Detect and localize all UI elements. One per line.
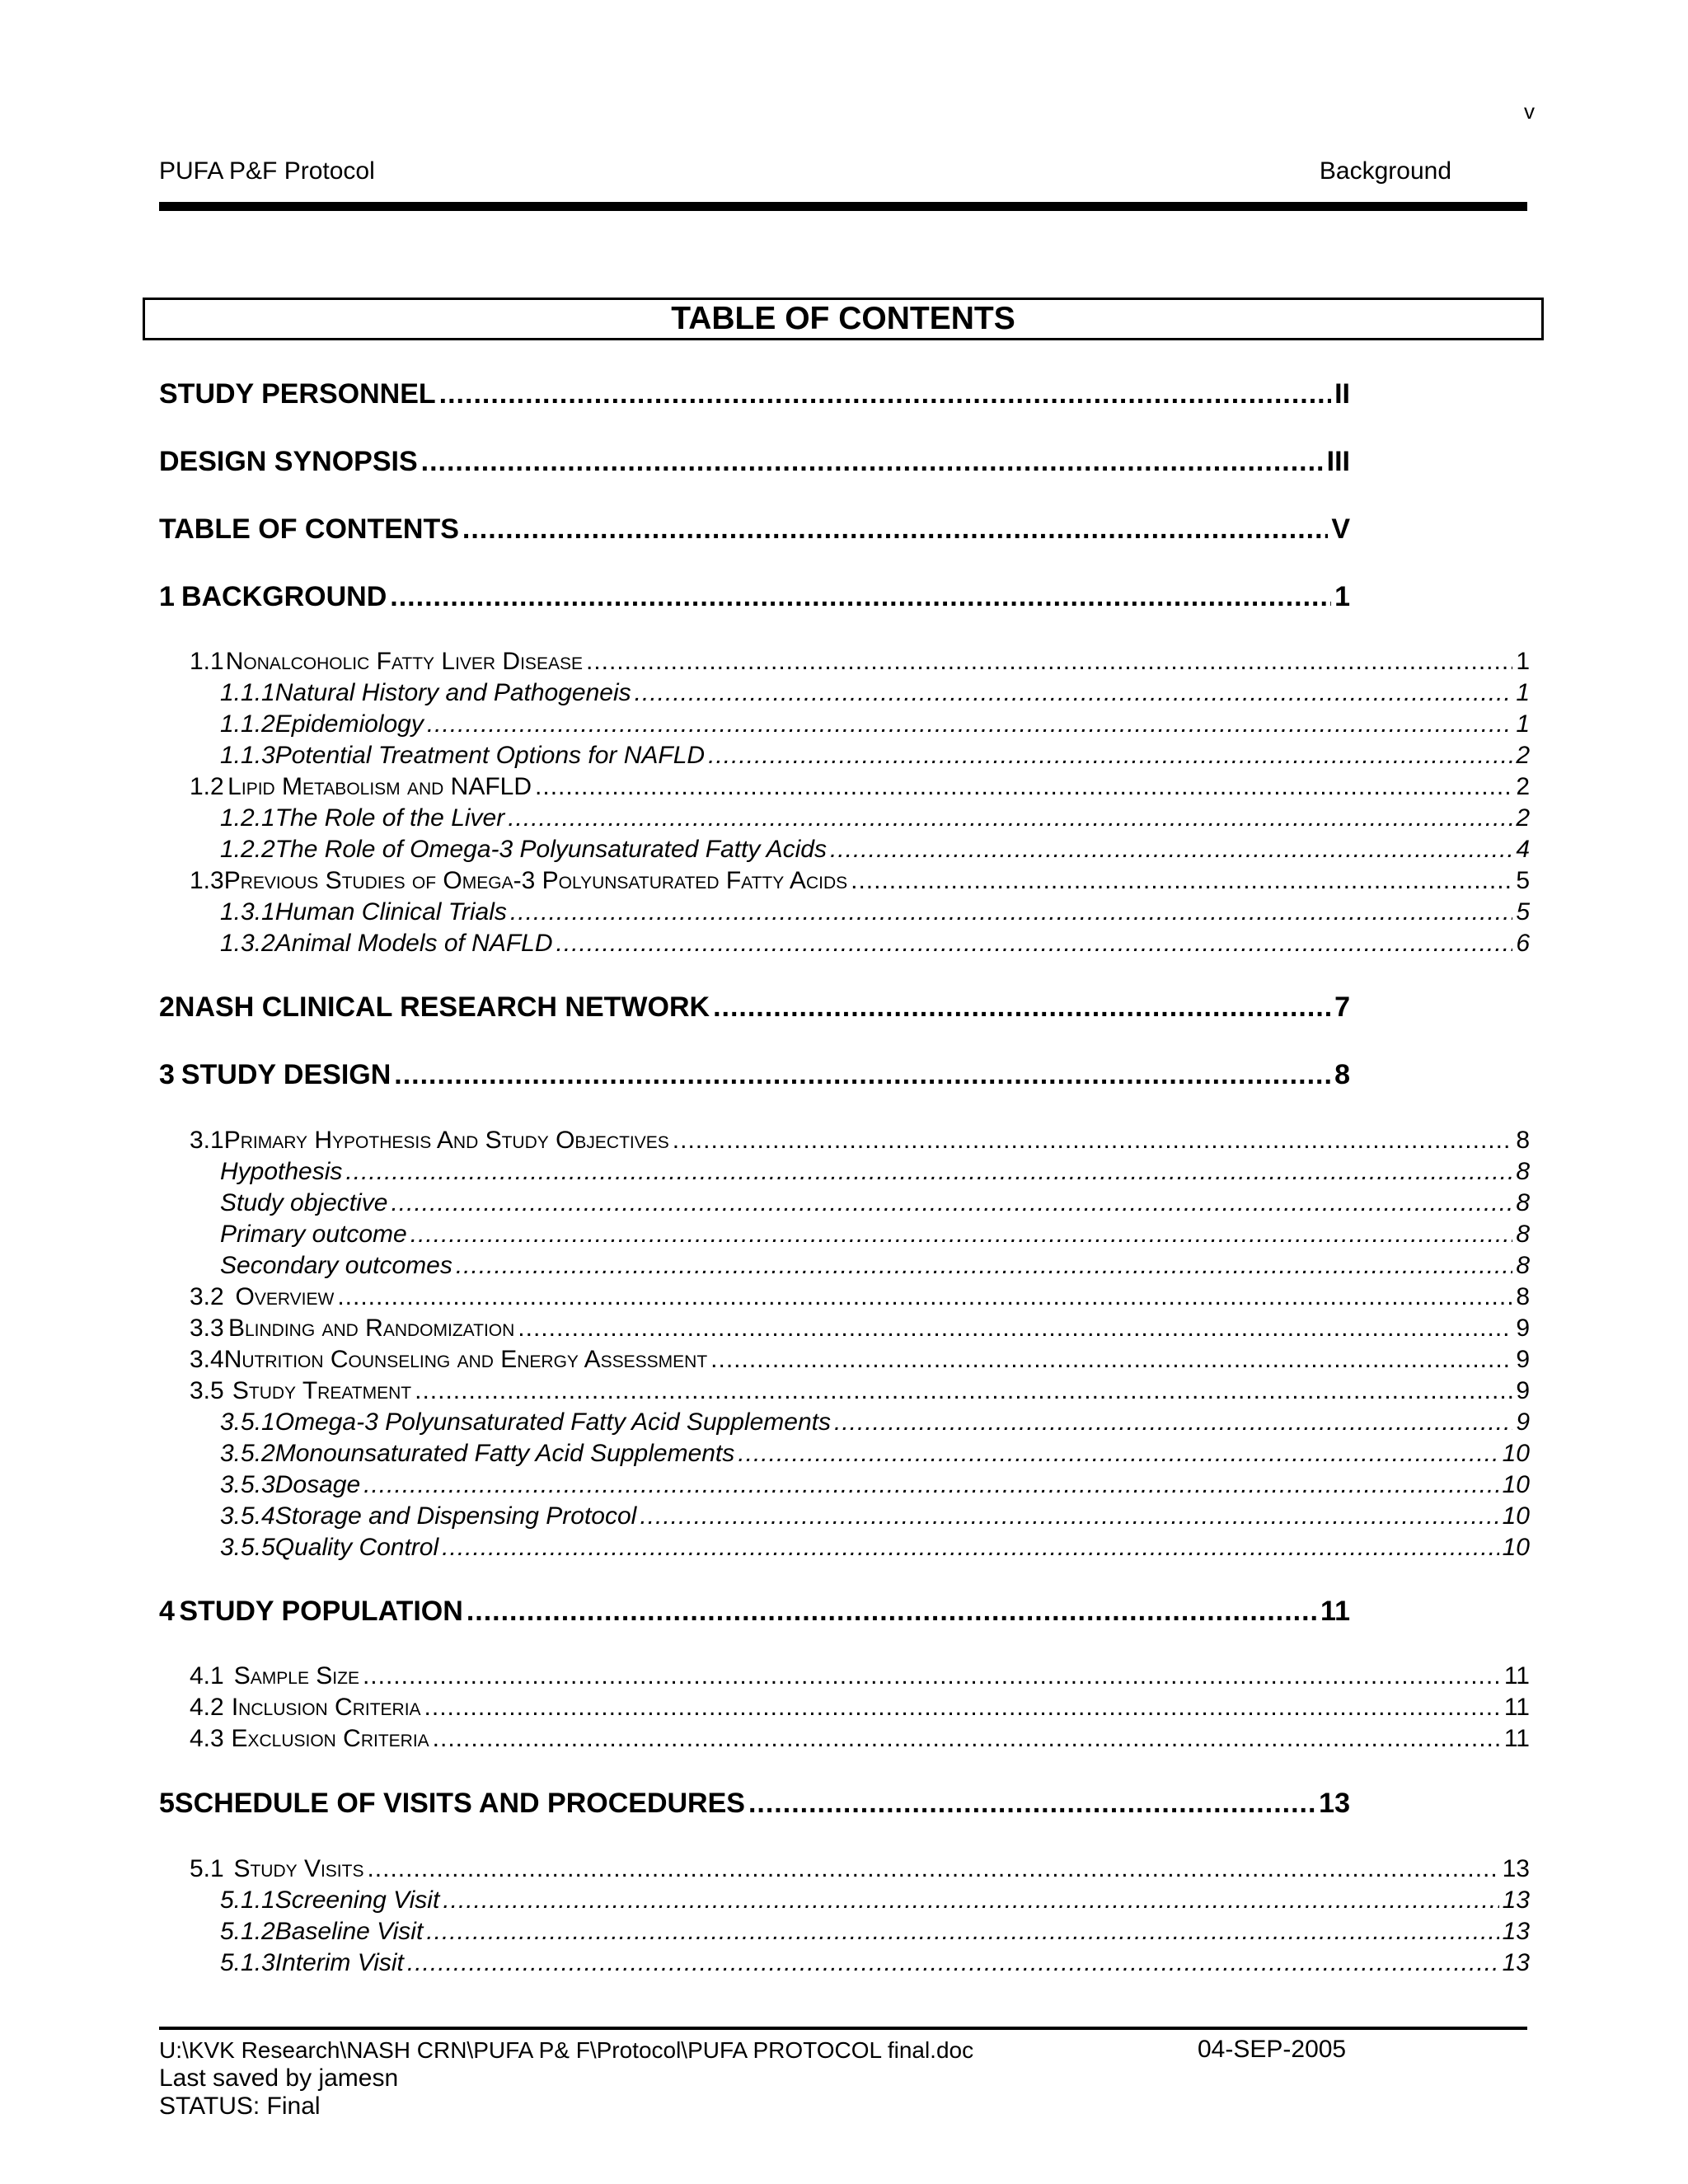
toc-entry-title: Baseline Visit xyxy=(274,1918,424,1945)
toc-dot-leader xyxy=(443,1888,1498,1913)
toc-entry-number: 4.2 xyxy=(190,1694,224,1721)
toc-entry-title: Blinding and Randomization xyxy=(227,1315,515,1342)
toc-entry-number: 1.1.1 xyxy=(220,679,275,706)
toc-entry-number: 1.1.2 xyxy=(220,710,275,738)
toc-dot-leader xyxy=(421,448,1324,476)
toc-entry[interactable] xyxy=(220,1254,1530,1278)
toc-entry-page: 8 xyxy=(1516,1189,1530,1216)
toc-entry-title: Overview xyxy=(235,1283,335,1310)
toc-dot-leader xyxy=(467,1597,1317,1625)
toc-entry-number: 3.5.3 xyxy=(220,1471,275,1498)
toc-entry-number: 5.1.3 xyxy=(220,1949,275,1976)
toc-dot-leader xyxy=(713,993,1331,1021)
toc-entry[interactable] xyxy=(220,743,1530,768)
toc-entry-page: 10 xyxy=(1502,1502,1530,1530)
toc-entry-page: 8 xyxy=(1334,1059,1350,1090)
toc-entry[interactable] xyxy=(220,1191,1530,1216)
toc-dot-leader xyxy=(748,1789,1315,1817)
toc-entry-number: 3 xyxy=(159,1059,175,1090)
toc-entry-number: 3.5.1 xyxy=(220,1408,275,1436)
toc-entry-page: 9 xyxy=(1516,1377,1530,1404)
toc-dot-leader xyxy=(462,515,1328,543)
toc-entry-page: 7 xyxy=(1334,991,1350,1023)
toc-entry[interactable] xyxy=(159,380,1350,408)
toc-entry-page: 1 xyxy=(1334,581,1350,612)
toc-dot-leader xyxy=(518,1316,1512,1341)
toc-entry-number: 1.1 xyxy=(190,648,224,675)
toc-dot-leader xyxy=(426,1919,1498,1944)
toc-entry-number: 3.5 xyxy=(190,1377,224,1404)
toc-entry[interactable] xyxy=(159,515,1350,543)
toc-dot-leader xyxy=(439,380,1331,408)
toc-entry[interactable] xyxy=(190,1695,1530,1720)
toc-entry-number: 1.3.2 xyxy=(220,930,275,957)
page-number: v xyxy=(1524,99,1535,124)
toc-dot-leader xyxy=(337,1285,1512,1310)
toc-entry-title: Screening Visit xyxy=(274,1886,440,1914)
toc-entry-page: 13 xyxy=(1502,1886,1530,1914)
toc-entry-title: STUDY POPULATION xyxy=(179,1596,463,1627)
toc-dot-leader xyxy=(394,1061,1331,1089)
toc-entry[interactable] xyxy=(190,1285,1530,1310)
toc-entry-page: 10 xyxy=(1502,1440,1530,1467)
toc-entry-page: 13 xyxy=(1502,1949,1530,1976)
toc-dot-leader xyxy=(410,1222,1513,1247)
toc-dot-leader xyxy=(710,1347,1512,1372)
toc-entry-title: Nonalcoholic Fatty Liver Disease xyxy=(225,648,583,675)
toc-entry-page: 10 xyxy=(1502,1534,1530,1561)
toc-entry[interactable] xyxy=(159,583,1350,611)
toc-entry-number: 3.3 xyxy=(190,1315,224,1342)
toc-entry-number: 5.1.2 xyxy=(220,1918,275,1945)
toc-entry[interactable] xyxy=(190,775,1530,799)
toc-dot-leader xyxy=(510,900,1512,925)
toc-entry[interactable] xyxy=(220,1535,1530,1560)
toc-entry-page: 2 xyxy=(1516,773,1530,800)
toc-entry-number: 1.3 xyxy=(190,867,224,894)
toc-dot-leader xyxy=(456,1254,1512,1278)
toc-entry-title: NASH CLINICAL RESEARCH NETWORK xyxy=(174,991,710,1023)
toc-title: TABLE OF CONTENTS xyxy=(143,298,1544,340)
toc-entry[interactable] xyxy=(220,1441,1530,1466)
toc-entry[interactable] xyxy=(220,1888,1530,1913)
toc-entry-title: Primary Hypothesis And Study Objectives xyxy=(223,1127,669,1154)
footer-last-saved: Last saved by jamesn xyxy=(159,2064,399,2092)
toc-entry-title: Monounsaturated Fatty Acid Supplements xyxy=(274,1440,735,1467)
toc-entry-title: Sample Size xyxy=(233,1662,359,1690)
toc-entry-page: 1 xyxy=(1516,648,1530,675)
toc-entry[interactable] xyxy=(159,448,1350,476)
toc-entry-title: Exclusion Criteria xyxy=(231,1725,429,1752)
toc-entry[interactable] xyxy=(220,712,1530,737)
toc-entry-title: Dosage xyxy=(274,1471,361,1498)
toc-dot-leader xyxy=(367,1857,1498,1882)
toc-entry-number: 5.1 xyxy=(190,1855,224,1882)
toc-entry-title: Quality Control xyxy=(274,1534,439,1561)
toc-dot-leader xyxy=(407,1951,1499,1975)
toc-entry-number: 2 xyxy=(159,991,175,1023)
toc-dot-leader xyxy=(640,1504,1498,1529)
toc-entry-title: Primary outcome xyxy=(220,1221,407,1248)
toc-entry-page: 11 xyxy=(1503,1694,1530,1721)
toc-entry-page: 2 xyxy=(1516,742,1530,769)
toc-dot-leader xyxy=(427,712,1512,737)
toc-entry-page: 8 xyxy=(1516,1221,1530,1248)
toc-dot-leader xyxy=(424,1695,1501,1720)
toc-entry-page: 9 xyxy=(1516,1408,1530,1436)
toc-entry-title: Animal Models of NAFLD xyxy=(274,930,553,957)
toc-entry-number: 3.2 xyxy=(190,1283,224,1310)
footer-status: STATUS: Final xyxy=(159,2093,321,2120)
header-document-title: PUFA P&F Protocol xyxy=(159,157,375,185)
toc-entry-page: 11 xyxy=(1320,1596,1350,1627)
header-section-title: Background xyxy=(1319,157,1451,185)
toc-dot-leader xyxy=(391,1191,1512,1216)
toc-entry-page: 6 xyxy=(1516,930,1530,957)
toc-dot-leader xyxy=(830,837,1512,862)
toc-entry-page: 8 xyxy=(1516,1252,1530,1279)
toc-entry-title: Interim Visit xyxy=(274,1949,404,1976)
toc-entry[interactable] xyxy=(190,1316,1530,1341)
toc-entry-number: 1.2.1 xyxy=(220,804,275,832)
toc-entry-page: 4 xyxy=(1516,836,1530,863)
toc-entry-title: Omega-3 Polyunsaturated Fatty Acid Supplements xyxy=(274,1408,831,1436)
toc-entry-page: 10 xyxy=(1502,1471,1530,1498)
toc-entry-page: II xyxy=(1334,378,1350,410)
toc-entry-page: 2 xyxy=(1516,804,1530,832)
toc-entry-title: Potential Treatment Options for NAFLD xyxy=(274,742,706,769)
toc-entry-title: Nutrition Counseling and Energy Assessment xyxy=(223,1346,708,1373)
toc-entry-number: 1.3.1 xyxy=(220,898,275,926)
toc-dot-leader xyxy=(834,1410,1512,1435)
toc-entry-title: Study Treatment xyxy=(232,1377,412,1404)
toc-dot-leader xyxy=(415,1379,1512,1404)
footer-file-path: U:\KVK Research\NASH CRN\PUFA P& F\Protocol\PUFA PROTOCOL final.doc xyxy=(159,2037,974,2063)
toc-dot-leader xyxy=(433,1727,1501,1751)
toc-dot-leader xyxy=(508,806,1512,831)
toc-dot-leader xyxy=(345,1160,1512,1184)
toc-entry[interactable] xyxy=(220,1919,1530,1944)
toc-entry-page: 1 xyxy=(1516,710,1530,738)
toc-entry-title: The Role of the Liver xyxy=(274,804,505,832)
toc-entry-title: STUDY PERSONNEL xyxy=(159,378,436,410)
toc-entry[interactable] xyxy=(220,806,1530,831)
toc-entry-title: Natural History and Pathogeneis xyxy=(274,679,631,706)
toc-entry[interactable] xyxy=(159,993,1350,1021)
toc-entry[interactable] xyxy=(159,1789,1350,1817)
toc-entry-number: 1.2.2 xyxy=(220,836,275,863)
toc-dot-leader xyxy=(535,775,1512,799)
toc-entry[interactable] xyxy=(190,869,1530,893)
toc-dot-leader xyxy=(363,1664,1501,1689)
toc-entry[interactable] xyxy=(190,1857,1530,1882)
toc-entry[interactable] xyxy=(190,1347,1530,1372)
toc-entry-title: Epidemiology xyxy=(274,710,424,738)
toc-dot-leader xyxy=(556,931,1513,956)
toc-entry-title: Study objective xyxy=(220,1189,388,1216)
toc-entry[interactable] xyxy=(190,649,1530,674)
toc-entry-number: 3.5.4 xyxy=(220,1502,275,1530)
toc-entry-page: 9 xyxy=(1516,1346,1530,1373)
toc-entry-number: 4.1 xyxy=(190,1662,224,1690)
toc-entry-page: 13 xyxy=(1502,1855,1530,1882)
toc-entry-number: 3.5.2 xyxy=(220,1440,275,1467)
toc-entry-page: 9 xyxy=(1516,1315,1530,1342)
toc-entry-title: The Role of Omega-3 Polyunsaturated Fatty Acids xyxy=(274,836,827,863)
toc-entry-page: 5 xyxy=(1516,867,1530,894)
toc-entry-title: STUDY DESIGN xyxy=(181,1059,392,1090)
toc-entry-number: 3.4 xyxy=(190,1346,224,1373)
toc-entry-title: SCHEDULE OF VISITS AND PROCEDURES xyxy=(174,1788,745,1819)
toc-entry-page: 8 xyxy=(1516,1127,1530,1154)
toc-dot-leader xyxy=(851,869,1512,893)
toc-entry-number: 1.2 xyxy=(190,773,224,800)
toc-entry[interactable] xyxy=(220,837,1530,862)
toc-entry-page: 11 xyxy=(1503,1725,1530,1752)
toc-entry-title: Previous Studies of Omega-3 Polyunsaturated Fatty Acids xyxy=(223,867,848,894)
toc-entry-title: BACKGROUND xyxy=(181,581,387,612)
toc-entry-title: Secondary outcomes xyxy=(220,1252,452,1279)
toc-entry[interactable] xyxy=(190,1664,1530,1689)
toc-dot-leader xyxy=(586,649,1512,674)
toc-entry-number: 4.3 xyxy=(190,1725,224,1752)
toc-dot-leader xyxy=(442,1535,1498,1560)
toc-entry-page: 11 xyxy=(1503,1662,1530,1690)
toc-entry[interactable] xyxy=(190,1727,1530,1751)
toc-entry-page: 8 xyxy=(1516,1158,1530,1185)
toc-entry-number: 3.5.5 xyxy=(220,1534,275,1561)
toc-dot-leader xyxy=(390,583,1331,611)
toc-entry-number: 1.1.3 xyxy=(220,742,275,769)
toc-entry-title: TABLE OF CONTENTS xyxy=(159,513,459,545)
toc-entry-title: Storage and Dispensing Protocol xyxy=(274,1502,637,1530)
toc-entry[interactable] xyxy=(159,1597,1350,1625)
toc-entry[interactable] xyxy=(220,1951,1530,1975)
toc-entry-number: 1 xyxy=(159,581,175,612)
toc-entry[interactable] xyxy=(220,900,1530,925)
toc-entry-page: 13 xyxy=(1319,1788,1350,1819)
toc-entry[interactable] xyxy=(220,1504,1530,1529)
toc-entry-title: Lipid Metabolism and NAFLD xyxy=(227,773,532,800)
toc-entry-title: DESIGN SYNOPSIS xyxy=(159,446,418,477)
toc-entry[interactable] xyxy=(190,1128,1530,1153)
toc-entry[interactable] xyxy=(220,1160,1530,1184)
footer-date: 04-SEP-2005 xyxy=(1198,2036,1347,2063)
toc-entry-number: 4 xyxy=(159,1596,175,1627)
toc-dot-leader xyxy=(673,1128,1513,1153)
toc-entry[interactable] xyxy=(220,681,1530,705)
toc-entry-title: Study Visits xyxy=(233,1855,364,1882)
toc-entry-page: V xyxy=(1331,513,1350,545)
toc-entry-title: Human Clinical Trials xyxy=(274,898,507,926)
toc-entry-title: Inclusion Criteria xyxy=(231,1694,421,1721)
toc-entry-page: 13 xyxy=(1502,1918,1530,1945)
toc-dot-leader xyxy=(635,681,1513,705)
toc-entry-number: 3.1 xyxy=(190,1127,224,1154)
toc-dot-leader xyxy=(738,1441,1498,1466)
toc-entry[interactable] xyxy=(159,1061,1350,1089)
toc-entry-number: 5 xyxy=(159,1788,175,1819)
toc-entry[interactable] xyxy=(190,1379,1530,1404)
toc-entry-page: 8 xyxy=(1516,1283,1530,1310)
toc-entry-page: 1 xyxy=(1516,679,1530,706)
footer-divider xyxy=(159,2027,1527,2030)
toc-entry[interactable] xyxy=(220,1222,1530,1247)
toc-dot-leader xyxy=(363,1473,1498,1497)
toc-entry[interactable] xyxy=(220,1410,1530,1435)
toc-entry-title: Hypothesis xyxy=(220,1158,343,1185)
toc-entry[interactable] xyxy=(220,931,1530,956)
toc-entry-page: III xyxy=(1326,446,1350,477)
toc-entry-number: 5.1.1 xyxy=(220,1886,275,1914)
toc-dot-leader xyxy=(708,743,1512,768)
toc-entry[interactable] xyxy=(220,1473,1530,1497)
toc-entry-page: 5 xyxy=(1516,898,1530,926)
